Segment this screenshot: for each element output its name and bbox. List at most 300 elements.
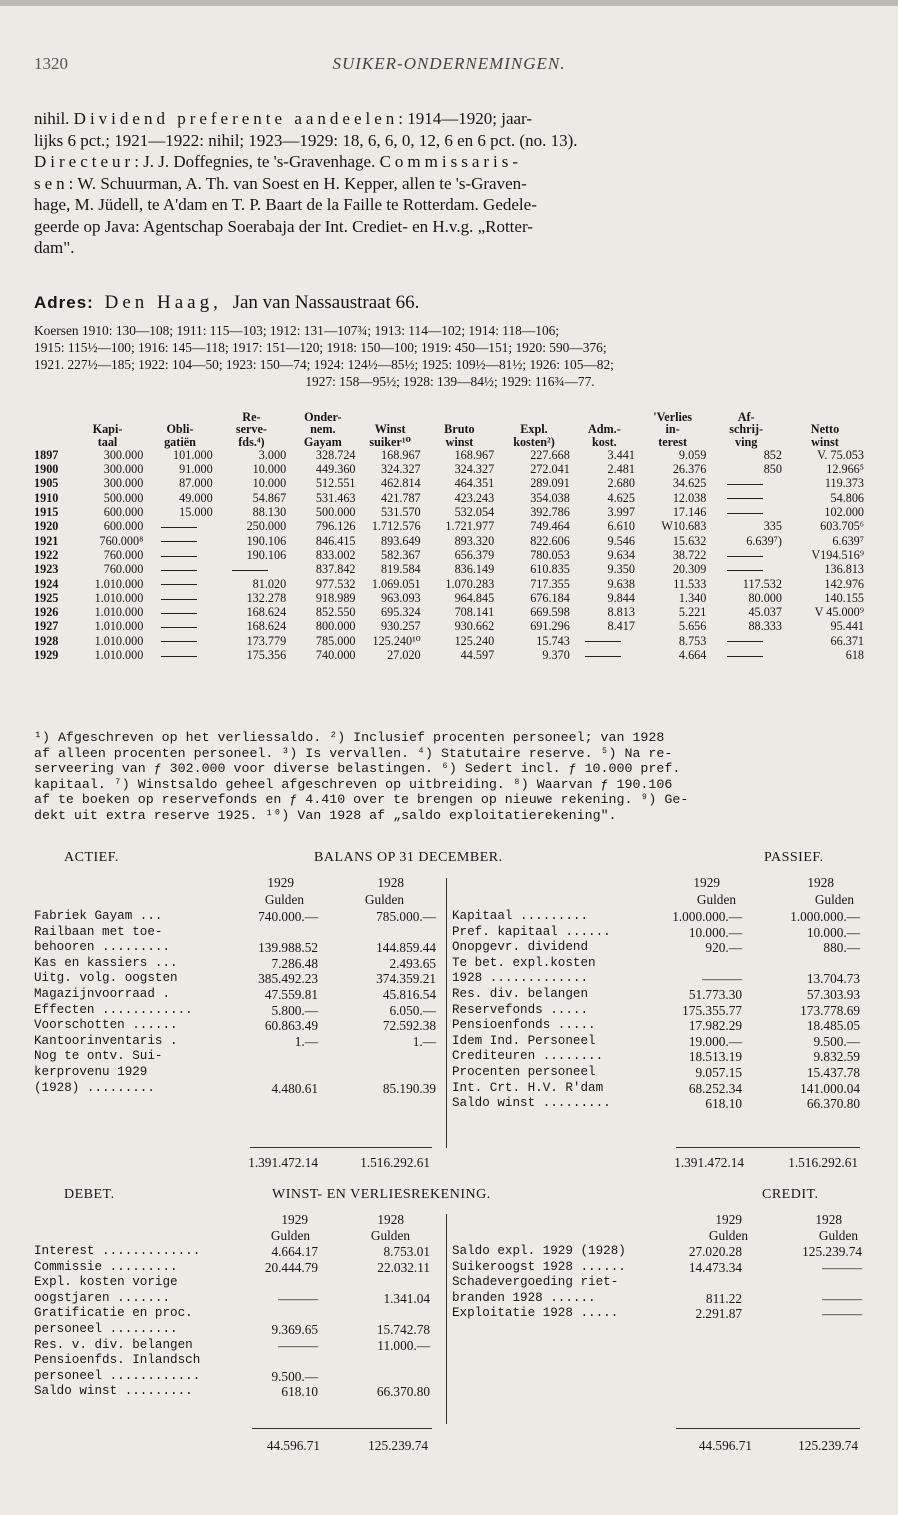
value-cell: 708.141	[454, 605, 495, 620]
dash-mark	[585, 641, 621, 642]
intro-text: : J. J. Doffegnies, te 's-Gravenhage.	[134, 152, 380, 171]
ledger-label: Te bet. expl.kosten	[452, 955, 596, 970]
intro-text: : 1914—1920; jaar-	[398, 109, 533, 128]
actief-list	[34, 909, 444, 1139]
ledger-value-1929: 20.444.79	[264, 1259, 318, 1275]
value-cell	[708, 505, 784, 519]
year-cell: 1920	[34, 519, 59, 534]
center-rule	[446, 878, 447, 1148]
value-cell: 190.106	[246, 547, 287, 562]
value-cell: 582.367	[381, 547, 421, 562]
value-cell: 749.464	[530, 519, 570, 534]
dash-mark	[727, 656, 763, 657]
koersen-line: Koersen 1910: 130—108; 1911: 115—103; 1912: 131—107¾; 1913: 114—102; 1914: 118—106;	[34, 323, 560, 338]
value-cell: 10.000	[252, 462, 287, 477]
debet-list	[34, 1244, 444, 1424]
value-cell: 136.813	[824, 562, 864, 577]
ledger-value-1928: 374.359.21	[376, 971, 436, 987]
column-header: Expl.	[520, 422, 548, 437]
value-cell: 335	[763, 519, 782, 534]
value-cell: 423.243	[454, 490, 495, 505]
ledger-label: Idem Ind. Personeel	[452, 1033, 596, 1048]
column-header: 'Verlies	[653, 410, 693, 424]
intro-line: dam".	[34, 238, 75, 257]
value-cell: 117.532	[742, 576, 782, 591]
ledger-label: Nog te ontv. Sui-	[34, 1049, 163, 1064]
value-cell: 168.967	[454, 447, 495, 462]
ledger-label: (1928) .........	[34, 1080, 155, 1095]
ledger-label: Kantoorinventaris .	[34, 1033, 178, 1048]
passief-title: PASSIEF.	[764, 850, 824, 865]
intro-spaced: Commissaris-	[379, 152, 523, 171]
value-cell: 81.020	[252, 576, 287, 591]
value-cell: 669.598	[530, 605, 570, 620]
value-cell: 289.091	[530, 476, 570, 491]
value-cell	[145, 648, 214, 662]
ledger-value-1929: ———	[278, 1337, 318, 1353]
value-cell: 780.053	[530, 547, 570, 562]
year-head: 1928	[807, 875, 834, 890]
intro-spaced: sen	[34, 173, 69, 193]
table-row	[34, 634, 866, 648]
value-cell: 354.038	[530, 490, 570, 505]
value-cell: 531.570	[381, 505, 421, 520]
value-cell	[145, 591, 214, 605]
address-line	[34, 292, 419, 314]
dash-mark	[161, 613, 197, 614]
value-cell: 328.724	[315, 447, 356, 462]
value-cell: 2.481	[607, 462, 635, 477]
value-cell: 87.000	[179, 476, 213, 491]
value-cell: 760.000⁸	[99, 533, 144, 548]
value-cell: 500.000	[315, 505, 356, 520]
year-cell: 1929	[34, 648, 59, 663]
column-header: winst	[811, 434, 839, 449]
ledger-value-1928: 1.341.04	[383, 1290, 430, 1306]
dash-mark	[161, 599, 197, 600]
ledger-label: 1928 .............	[452, 971, 589, 986]
ledger-value-1928: ———	[822, 1306, 862, 1322]
column-header: Af-	[737, 410, 755, 424]
ledger-label: behooren .........	[34, 940, 171, 955]
ledger-value-1929: 811.22	[705, 1290, 742, 1306]
value-cell: 300.000	[103, 476, 144, 491]
value-cell: 300.000	[103, 462, 144, 477]
value-cell: 15.632	[672, 533, 707, 548]
value-cell: 4.664	[678, 648, 707, 663]
ledger-label: Commissie .........	[34, 1259, 178, 1274]
value-cell	[572, 634, 637, 648]
ledger-value-1929: ———	[278, 1290, 318, 1306]
value-cell: 836.149	[454, 562, 495, 577]
ledger-label: kerprovenu 1929	[34, 1065, 148, 1079]
ledger-label: Voorschotten ......	[34, 1018, 178, 1033]
footnote-line: serveering van ƒ 302.000 voor diverse belastingen. ⁶) Sedert incl. ƒ 10.000 pref.	[34, 761, 681, 776]
ledger-value-1929: 9.369.65	[271, 1322, 318, 1337]
value-cell: 168.624	[246, 605, 287, 620]
ledger-value-1928: 72.592.38	[382, 1018, 436, 1034]
value-cell: 142.976	[824, 576, 864, 591]
ledger-value-1928: 144.859.44	[376, 940, 436, 956]
ledger-value-1928: 15.742.78	[376, 1322, 430, 1337]
ledger-label: Suikeroogst 1928 ......	[452, 1259, 626, 1274]
value-cell: 125.240	[454, 633, 495, 648]
column-header: nem.	[310, 422, 336, 437]
ledger-label: Pensioenfonds .....	[452, 1018, 596, 1033]
currency-head: Gulden	[270, 1228, 310, 1243]
currency-head: Gulden	[814, 892, 854, 907]
ledger-value-1929: 1.000.000.—	[672, 909, 742, 924]
column-header: kosten²)	[513, 434, 555, 449]
table-row	[34, 448, 866, 462]
value-cell: 250.000	[246, 519, 287, 534]
value-cell: 324.327	[381, 462, 421, 477]
value-cell: 168.624	[246, 619, 287, 634]
value-cell: 173.779	[246, 633, 287, 648]
ledger-value-1929: 51.773.30	[688, 987, 742, 1002]
credit-total-1929: 44.596.71	[698, 1438, 752, 1453]
table-row	[34, 577, 866, 591]
debet-title: DEBET.	[64, 1187, 115, 1202]
actief-title: ACTIEF.	[64, 850, 119, 865]
ledger-value-1929: 385.492.23	[258, 971, 318, 987]
value-cell	[215, 562, 289, 576]
year-cell: 1921	[34, 533, 59, 548]
value-cell	[145, 548, 214, 562]
koersen-block	[34, 322, 866, 390]
value-cell: 300.000	[103, 447, 144, 462]
value-cell	[708, 548, 784, 562]
value-cell: 819.584	[381, 562, 421, 577]
value-cell: 462.814	[381, 476, 421, 491]
value-cell	[145, 577, 214, 591]
column-header: taal	[97, 434, 118, 449]
value-cell	[708, 491, 784, 505]
address-city: Den Haag,	[104, 292, 222, 313]
value-cell	[572, 648, 637, 662]
value-cell: 9.844	[607, 590, 635, 605]
intro-line	[34, 173, 864, 195]
ledger-value-1928: 66.370.80	[806, 1096, 860, 1112]
credit-title: CREDIT.	[762, 1187, 819, 1202]
value-cell: 837.842	[315, 562, 356, 577]
currency-head: Gulden	[696, 892, 736, 907]
value-cell: 963.093	[381, 590, 421, 605]
intro-line	[34, 151, 864, 173]
ledger-label: Fabriek Gayam ...	[34, 909, 163, 923]
value-cell: 101.000	[173, 447, 213, 462]
value-cell: 1.712.576	[371, 519, 421, 534]
value-cell: 1.010.000	[94, 648, 144, 663]
column-header: Bruto	[444, 422, 475, 437]
value-cell: 6.610	[607, 519, 635, 534]
value-cell: 852	[763, 447, 782, 462]
ledger-value-1928: 57.303.93	[806, 987, 860, 1002]
column-header: terest	[658, 434, 688, 449]
table-header-row	[34, 423, 866, 435]
dash-mark	[161, 584, 197, 585]
value-cell: 603.705⁶	[820, 519, 864, 534]
ledger-value-1928: ———	[822, 1290, 862, 1306]
value-cell: 175.356	[246, 648, 287, 663]
ledger-value-1928: 13.704.73	[806, 971, 860, 987]
footnote-line: dekt uit extra reserve 1925. ¹⁰) Van 1928 af „saldo exploitatierekening".	[34, 807, 617, 823]
value-cell: 1.070.283	[445, 576, 495, 591]
value-cell: 618	[845, 648, 864, 663]
value-cell	[708, 476, 784, 490]
value-cell: 6.639⁷)	[746, 533, 782, 548]
value-cell: 132.278	[246, 590, 287, 605]
value-cell: 464.351	[454, 476, 495, 491]
ledger-label: personeel ............	[34, 1368, 201, 1383]
value-cell: 11.533	[673, 576, 707, 591]
footnote-line: af alleen procenten personeel. ³) Is vervallen. ⁴) Statutaire reserve. ⁵) Na re-	[34, 745, 673, 761]
value-cell: 740.000	[315, 648, 356, 663]
ledger-value-1929: 920.—	[705, 940, 742, 956]
value-cell: 12.966⁵	[826, 462, 864, 477]
ledger-value-1929: 27.020.28	[688, 1244, 742, 1259]
column-header: Netto	[810, 422, 840, 437]
ledger-value-1928: 880.—	[823, 940, 860, 956]
ledger-label: Exploitatie 1928 .....	[452, 1306, 619, 1321]
value-cell: 676.184	[530, 590, 570, 605]
value-cell: 1.010.000	[94, 605, 144, 620]
balance-title: BALANS OP 31 DECEMBER.	[314, 850, 503, 865]
value-cell: 12.038	[672, 490, 707, 505]
ledger-label: oogstjaren .......	[34, 1290, 171, 1305]
ledger-value-1929: 9.500.—	[271, 1368, 318, 1384]
currency-head: Gulden	[264, 892, 304, 907]
intro-line: lijks 6 pct.; 1921—1922: nihil; 1923—1929: 18, 6, 6, 0, 12, 6 en 6 pct. (no. 13).	[34, 130, 578, 150]
value-cell: 850	[763, 462, 782, 477]
value-cell: 6.639⁷	[832, 533, 864, 548]
financial-history-table	[34, 411, 866, 662]
dash-mark	[727, 484, 763, 485]
currency-head: Gulden	[370, 1228, 410, 1243]
value-cell: 1.010.000	[94, 619, 144, 634]
value-cell: 532.054	[454, 505, 495, 520]
passief-list	[452, 909, 866, 1139]
dash-mark	[161, 570, 197, 571]
ledger-value-1928: 9.500.—	[813, 1033, 860, 1049]
value-cell: 3.997	[607, 505, 635, 520]
value-cell: 800.000	[315, 619, 356, 634]
value-cell: 54.806	[830, 490, 864, 505]
ledger-label: Uitg. volg. oogsten	[34, 971, 178, 986]
ledger-value-1928: 125.239.74	[802, 1244, 862, 1259]
ledger-value-1928: 66.370.80	[376, 1384, 430, 1400]
column-header	[34, 423, 70, 435]
table-row	[34, 548, 866, 562]
year-cell: 1925	[34, 590, 59, 605]
ledger-value-1929: 9.057.15	[695, 1065, 742, 1080]
ledger-label: Saldo winst .........	[34, 1384, 193, 1399]
ledger-value-1929: 4.480.61	[271, 1080, 318, 1096]
table-row	[34, 619, 866, 633]
value-cell: 785.000	[315, 633, 356, 648]
value-cell: 95.441	[830, 619, 864, 634]
column-header: serve-	[235, 422, 267, 437]
column-header: Onder-	[304, 410, 342, 424]
ledger-label: Schadevergoeding riet-	[452, 1275, 619, 1290]
ledger-value-1928: 6.050.—	[389, 1002, 436, 1018]
value-cell: 88.130	[252, 505, 287, 520]
currency-head: Gulden	[708, 1228, 748, 1243]
value-cell: 38.722	[672, 547, 707, 562]
value-cell: 760.000	[103, 547, 144, 562]
column-header	[34, 436, 70, 448]
year-head: 1928	[377, 1212, 404, 1227]
ledger-value-1929: 68.252.34	[688, 1080, 742, 1096]
ledger-value-1929: 14.473.34	[688, 1259, 742, 1275]
value-cell: 8.813	[607, 605, 635, 620]
value-cell: 227.668	[530, 447, 570, 462]
ledger-value-1929: 175.355.77	[682, 1002, 742, 1018]
ledger-label: Magazijnvoorraad .	[34, 987, 171, 1001]
ledger-label: Kapitaal .........	[452, 909, 589, 923]
ledger-label: Crediteuren ........	[452, 1049, 604, 1064]
page-header	[34, 54, 864, 80]
value-cell: 20.309	[672, 562, 707, 577]
year-cell: 1926	[34, 605, 59, 620]
year-head: 1929	[281, 1212, 308, 1227]
value-cell: 272.041	[530, 462, 570, 477]
value-cell: 8.753	[678, 633, 707, 648]
ledger-value-1929: 7.286.48	[271, 955, 318, 971]
ledger-value-1929: 4.664.17	[271, 1244, 318, 1259]
running-title: SUIKER-ONDERNEMINGEN.	[332, 54, 566, 73]
value-cell: 1.069.051	[371, 576, 421, 591]
ledger-value-1928: 11.000.—	[377, 1337, 430, 1353]
ledger-value-1928: 45.816.54	[382, 987, 436, 1002]
value-cell: 717.355	[530, 576, 570, 591]
koersen-line: 1915: 115½—100; 1916: 145—118; 1917: 151—120; 1918: 150—100; 1919: 450—151; 1920: 590—376;	[34, 340, 607, 355]
value-cell	[145, 534, 214, 548]
address-street: Jan van Nassaustraat 66.	[232, 292, 420, 313]
passief-total-1928: 1.516.292.61	[788, 1155, 858, 1170]
value-cell: 9.350	[607, 562, 635, 577]
ledger-label: Kas en kassiers ...	[34, 955, 178, 970]
year-cell: 1910	[34, 490, 59, 505]
column-header: Kapi-	[92, 422, 123, 437]
koersen-line: 1927: 158—95½; 1928: 139—84½; 1929: 116¾—77.	[305, 374, 595, 389]
column-header: schrij-	[729, 422, 764, 437]
value-cell: 9.059	[678, 447, 707, 462]
value-cell: 102.000	[824, 505, 864, 520]
year-cell: 1905	[34, 476, 59, 491]
value-cell: 9.370	[542, 648, 570, 663]
total-rule	[252, 1428, 432, 1429]
value-cell: 893.649	[381, 533, 421, 548]
value-cell	[145, 634, 214, 648]
table-row	[34, 505, 866, 519]
year-cell: 1897	[34, 447, 59, 462]
ledger-value-1929: 740.000.—	[258, 909, 318, 924]
intro-text: nihil.	[34, 109, 74, 128]
ledger-label: Onopgevr. dividend	[452, 940, 589, 955]
intro-line: geerde op Java: Agentschap Soerabaja der Int. Crediet- en H.v.g. „Rotter-	[34, 216, 533, 236]
ledger-label: Railbaan met toe-	[34, 924, 163, 939]
year-cell: 1923	[34, 562, 59, 577]
ledger-value-1928: 785.000.—	[376, 909, 436, 924]
table-row	[34, 491, 866, 505]
dash-mark	[727, 556, 763, 557]
value-cell: 54.867	[252, 490, 287, 505]
intro-paragraph	[34, 108, 864, 259]
intro-text: : W. Schuurman, A. Th. van Soest en H. Kepper, allen te 's-Graven-	[68, 173, 527, 193]
debet-total-1928: 125.239.74	[368, 1438, 428, 1453]
dash-mark	[161, 527, 197, 528]
ledger-label: Interest .............	[34, 1244, 201, 1258]
value-cell: 500.000	[103, 490, 144, 505]
currency-head: Gulden	[364, 892, 404, 907]
value-cell: V. 75.053	[817, 447, 864, 462]
ledger-value-1928: 1.000.000.—	[790, 909, 860, 924]
year-cell: 1900	[34, 462, 59, 477]
column-header: Winst	[374, 422, 406, 437]
ledger-label: Expl. kosten vorige	[34, 1275, 178, 1290]
dash-mark	[161, 541, 197, 542]
ledger-value-1929: 139.988.52	[258, 940, 318, 956]
value-cell: 964.845	[454, 590, 495, 605]
credit-total-1928: 125.239.74	[798, 1438, 858, 1453]
value-cell: 930.257	[381, 619, 421, 634]
year-head: 1928	[377, 875, 404, 890]
currency-head: Gulden	[818, 1228, 858, 1243]
ledger-value-1928: 85.190.39	[382, 1080, 436, 1096]
ledger-value-1929: 47.559.81	[264, 987, 318, 1002]
ledger-value-1928: 10.000.—	[806, 924, 860, 940]
year-cell: 1928	[34, 633, 59, 648]
intro-line	[34, 108, 864, 130]
debet-total-1929: 44.596.71	[266, 1438, 320, 1453]
value-cell: 44.597	[460, 648, 495, 663]
column-header: suiker¹⁰	[369, 434, 411, 449]
year-head: 1929	[267, 875, 294, 890]
ledger-label: Saldo expl. 1929 (1928)	[452, 1244, 626, 1258]
value-cell: 34.625	[672, 476, 707, 491]
value-cell: 140.155	[824, 590, 864, 605]
ledger-value-1929: 18.513.19	[688, 1049, 742, 1065]
table-row	[34, 519, 866, 533]
value-cell: 1.340	[678, 590, 707, 605]
dash-mark	[727, 498, 763, 499]
ledger-label: Pref. kapitaal ......	[452, 924, 611, 939]
value-cell: 49.000	[179, 490, 213, 505]
value-cell: 190.106	[246, 533, 287, 548]
year-cell: 1924	[34, 576, 59, 591]
ledger-value-1928: ———	[822, 1259, 862, 1275]
value-cell: 600.000	[103, 505, 144, 520]
value-cell: 600.000	[103, 519, 144, 534]
dash-mark	[727, 641, 763, 642]
ledger-label: Procenten personeel	[452, 1065, 596, 1079]
ledger-label: Res. v. div. belangen	[34, 1337, 193, 1352]
ledger-value-1929: 2.291.87	[695, 1306, 742, 1322]
credit-list	[452, 1244, 866, 1334]
footnote-line: af te boeken op reservefonds en ƒ 4.410 over te brengen op nieuwe rekening. ⁹) Ge-	[34, 792, 689, 807]
value-cell: 852.550	[315, 605, 356, 620]
ledger-label: Gratificatie en proc.	[34, 1306, 193, 1321]
passief-total-1929: 1.391.472.14	[674, 1155, 744, 1170]
value-cell: 15.743	[536, 633, 570, 648]
value-cell: 691.296	[530, 619, 570, 634]
column-header: gatiën	[164, 434, 196, 449]
table-header-row	[34, 436, 866, 448]
ledger-label: Effecten ............	[34, 1002, 193, 1017]
dash-mark	[161, 641, 197, 642]
value-cell: 610.835	[530, 562, 570, 577]
